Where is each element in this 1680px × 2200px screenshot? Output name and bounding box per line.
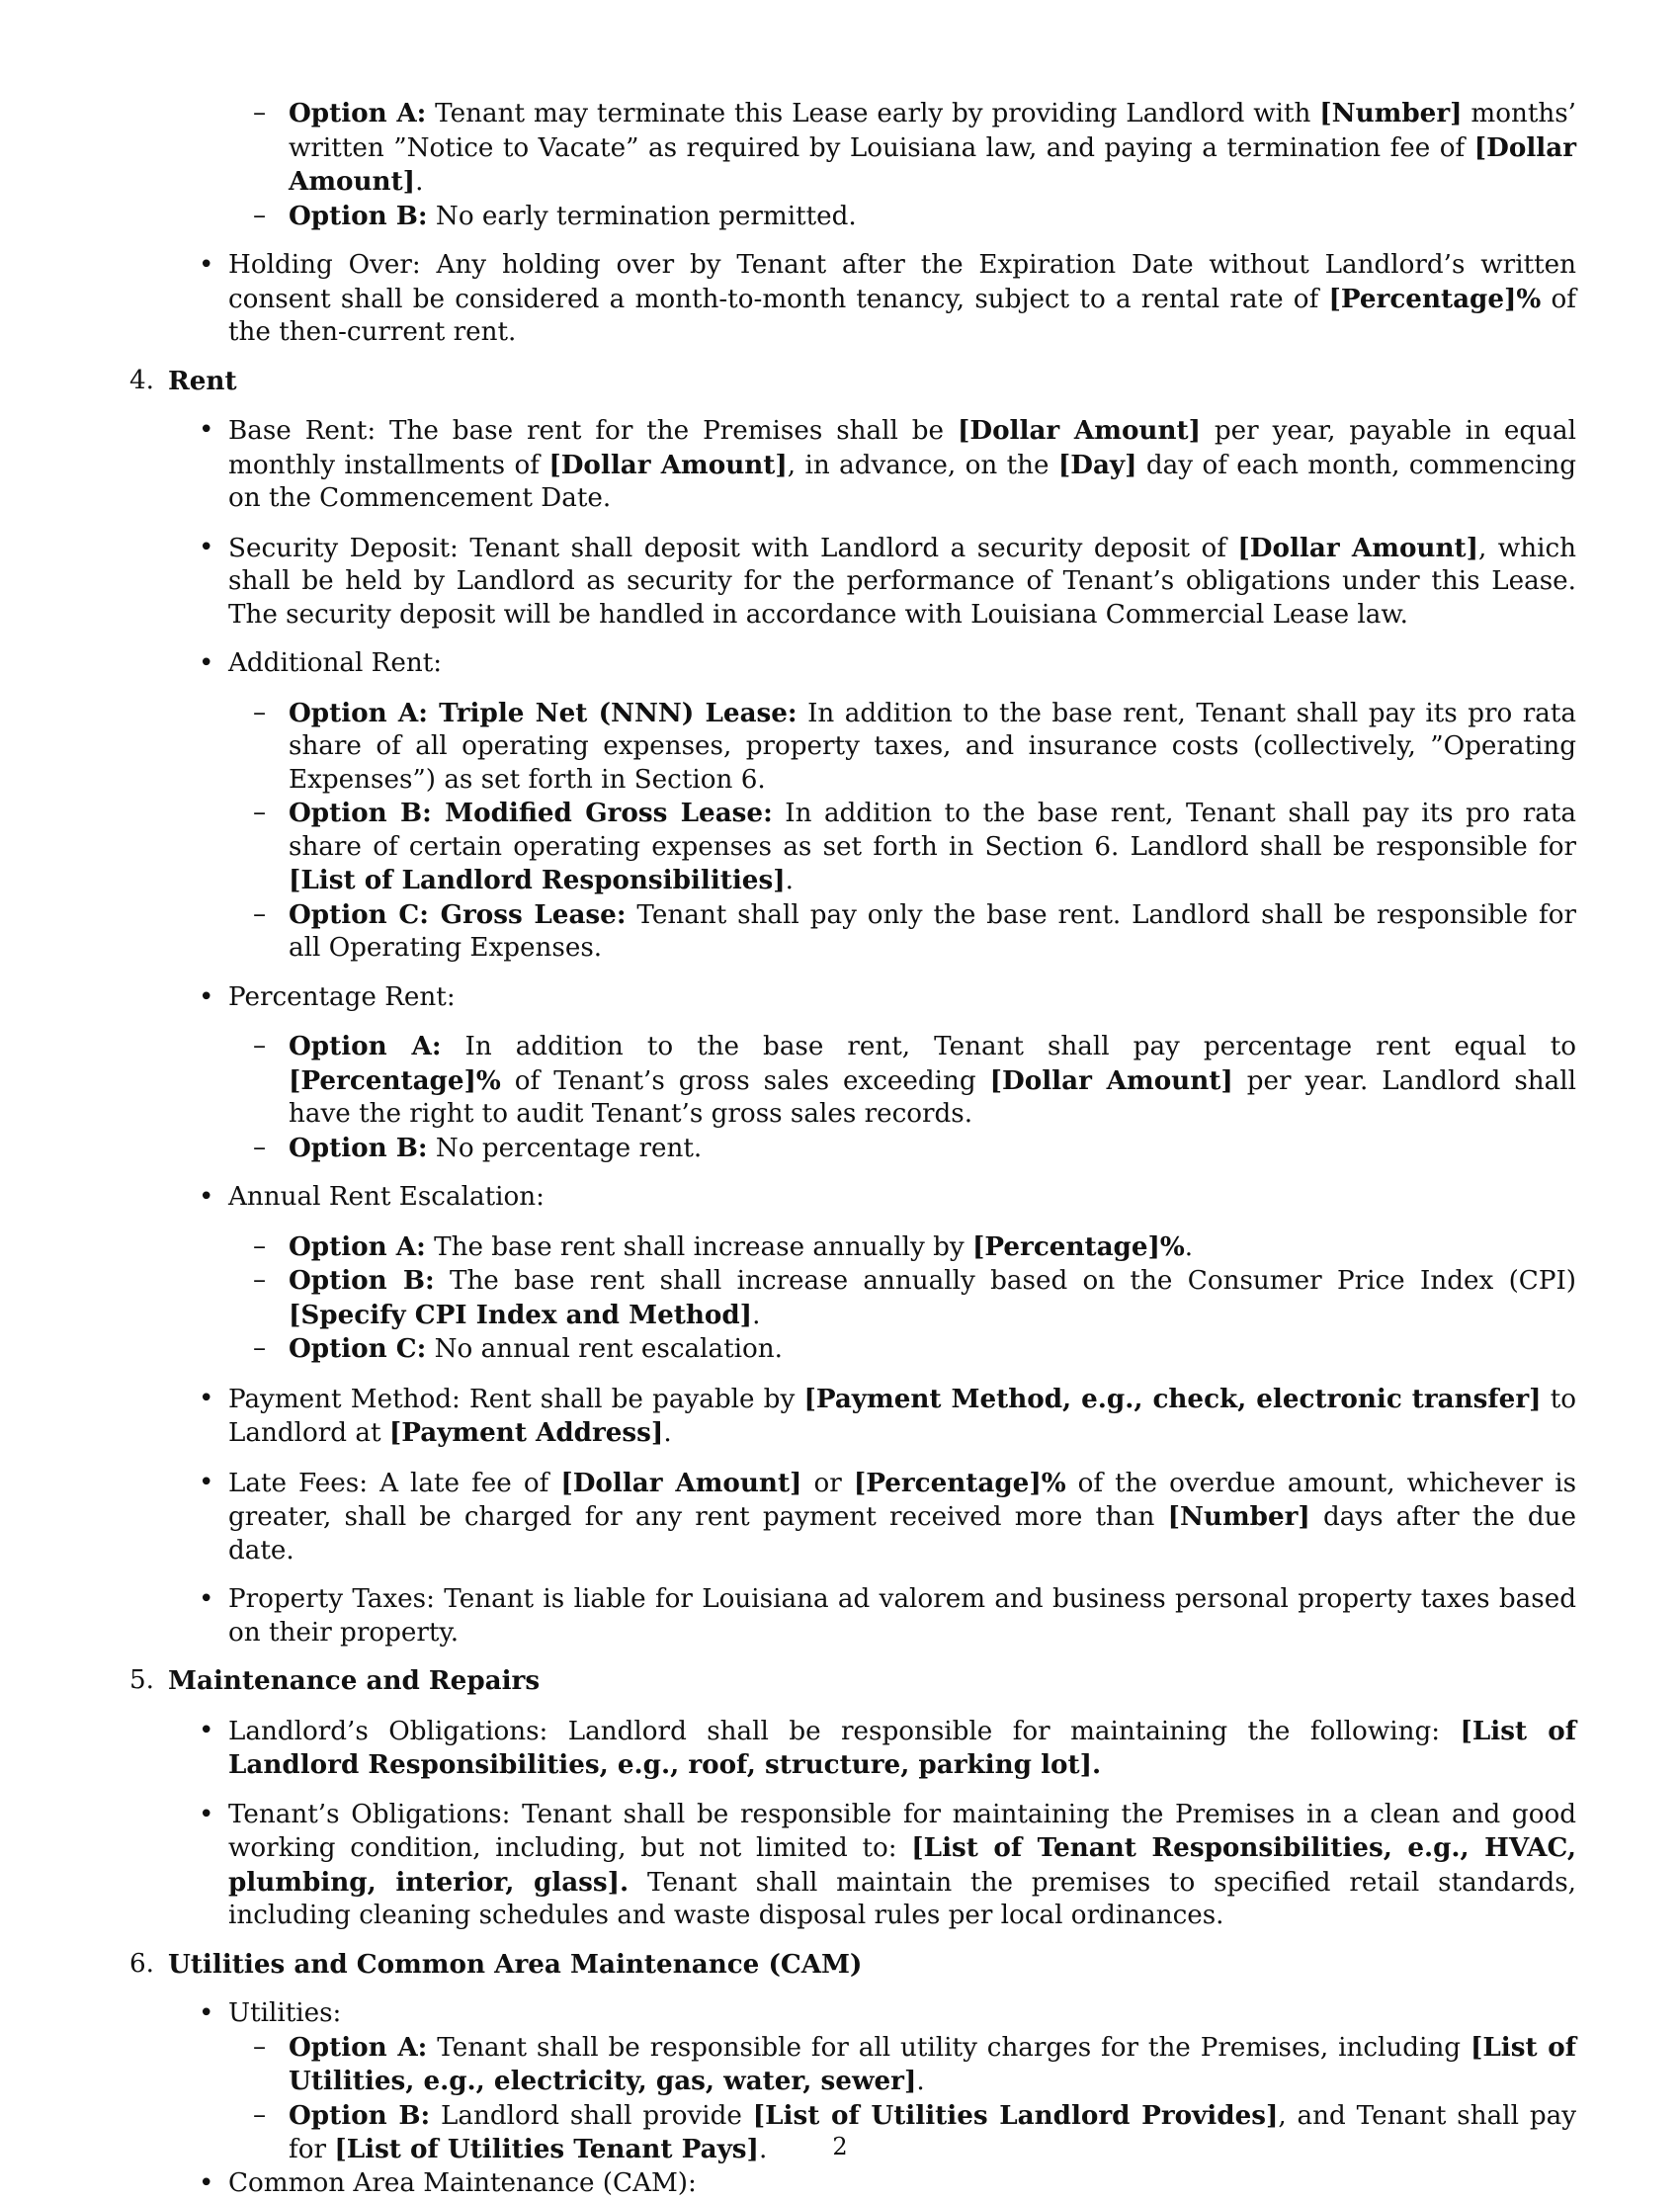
- placeholder: [Specify CPI Index and Method]: [289, 1300, 752, 1330]
- text: The base rent shall increase annually based on the Consumer Price Index (CPI): [435, 1266, 1576, 1296]
- placeholder: [Dollar Amount]: [990, 1065, 1233, 1096]
- option-label: Option B: Modified Gross Lease:: [289, 798, 773, 828]
- section-number: 6.: [129, 1948, 154, 1982]
- text: of the then-current rent.: [228, 285, 1576, 348]
- text: to Landlord at: [228, 1385, 1576, 1449]
- option-label: Option B:: [289, 1133, 428, 1163]
- text: of Tenant’s gross sales exceeding: [501, 1066, 990, 1096]
- placeholder: [List of Utilities Tenant Pays]: [334, 2134, 759, 2164]
- option-label: Option A:: [289, 1031, 441, 1061]
- text: , and Tenant shall pay for: [289, 2101, 1576, 2165]
- placeholder: [Number]: [1319, 98, 1462, 128]
- placeholder: [Dollar Amount]: [958, 415, 1201, 446]
- text: days after the due date.: [228, 1502, 1576, 1565]
- text: Landlord shall provide: [430, 2101, 753, 2131]
- tenant-obligations-item: [168, 1799, 1576, 1933]
- placeholder: [Day]: [1058, 450, 1137, 480]
- option-c-item: [228, 898, 1576, 966]
- text: Tenant may terminate this Lease early by providing Landlord with: [426, 99, 1319, 128]
- text: of the overdue amount, whichever is greater, shall be charged for any rent payment received more than: [228, 1469, 1576, 1533]
- text: per year. Landlord shall have the right to audit Tenant’s gross sales records.: [289, 1066, 1576, 1130]
- section-utilities: [124, 1948, 1576, 2200]
- option-b-item: [228, 1132, 1576, 1166]
- text: months’ written ”Notice to Vacate” as required by Louisiana law, and paying a termination fee of: [289, 99, 1576, 163]
- percentage-rent-options: [228, 1030, 1576, 1165]
- carryover-block: [124, 97, 1576, 350]
- utilities-options: [228, 2031, 1576, 2167]
- option-a-item: [228, 697, 1576, 798]
- section-title: Utilities and Common Area Maintenance (CAM): [168, 1949, 862, 1980]
- placeholder: [List of Landlord Responsibilities]: [289, 865, 786, 895]
- placeholder: [Percentage]%: [289, 1065, 501, 1096]
- item-label: Common Area Maintenance (CAM):: [228, 2168, 697, 2198]
- text: No early termination permitted.: [428, 202, 857, 231]
- placeholder: [Percentage]%: [854, 1468, 1066, 1498]
- placeholder: [Dollar Amount]: [289, 132, 1576, 198]
- property-taxes-item: [168, 1583, 1576, 1650]
- section-number: 5.: [129, 1664, 154, 1698]
- option-a-item: [228, 2031, 1576, 2099]
- text: Late Fees: A late fee of: [228, 1469, 560, 1498]
- payment-method-item: [168, 1383, 1576, 1451]
- additional-rent-item: [168, 647, 1576, 966]
- text: Tenant’s Obligations: Tenant shall be responsible for maintaining the Premises in a clean and good working condition, including, but not limited to:: [228, 1800, 1576, 1864]
- document-page-full: [124, 97, 1576, 2200]
- base-rent-item: [168, 414, 1576, 516]
- section-title: Rent: [168, 366, 237, 396]
- placeholder: [Dollar Amount]: [560, 1468, 801, 1498]
- placeholder: [Payment Address]: [389, 1417, 663, 1448]
- text: In addition to the base rent, Tenant shall pay percentage rent equal to: [441, 1032, 1576, 1061]
- text: or: [801, 1469, 853, 1498]
- section-number: 4.: [129, 365, 154, 398]
- text: .: [916, 2067, 924, 2096]
- text: , in advance, on the: [788, 451, 1058, 480]
- option-a-item: [228, 1030, 1576, 1132]
- escalation-item: [168, 1181, 1576, 1367]
- placeholder: [List of Utilities Landlord Provides]: [753, 2100, 1279, 2131]
- option-label: Option A:: [289, 1231, 426, 1262]
- option-c-item: [228, 1332, 1576, 1367]
- text: Tenant shall be responsible for all utility charges for the Premises, including: [427, 2033, 1470, 2063]
- text: Base Rent: The base rent for the Premises shall be: [228, 416, 958, 446]
- text: No percentage rent.: [428, 1134, 703, 1163]
- option-label: Option B:: [289, 1265, 435, 1296]
- placeholder: [Percentage]%: [1329, 284, 1542, 314]
- percentage-rent-item: [168, 981, 1576, 1166]
- option-b-item: [228, 797, 1576, 898]
- placeholder: [Payment Method, e.g., check, electronic transfer]: [803, 1384, 1541, 1414]
- option-label: Option A:: [289, 98, 426, 128]
- text: per year, payable in equal monthly installments of: [228, 416, 1576, 480]
- utilities-item: [168, 1997, 1576, 2167]
- text: .: [663, 1418, 671, 1448]
- page-number: 2: [0, 2133, 1680, 2160]
- text: Tenant shall maintain the premises to specified retail standards, including cleaning schedules and waste disposal rules per local ordinances.: [228, 1868, 1576, 1931]
- text: .: [415, 167, 423, 197]
- text: .: [759, 2135, 767, 2164]
- text: In addition to the base rent, Tenant shall pay its pro rata share of certain operating expenses as set forth in Section 6. Landlord shall be responsible for: [289, 799, 1576, 862]
- option-b-item: [228, 200, 1576, 234]
- option-a-item: [228, 97, 1576, 200]
- holding-over-item: [168, 249, 1576, 350]
- placeholder: [List of Tenant Responsibilities, e.g., HVAC, plumbing, interior, glass].: [228, 1832, 1576, 1898]
- item-label: Utilities:: [228, 1998, 341, 2028]
- option-label: Option A: Triple Net (NNN) Lease:: [289, 698, 798, 728]
- placeholder: [List of Utilities, e.g., electricity, gas, water, sewer]: [289, 2032, 1576, 2097]
- section-title: Maintenance and Repairs: [168, 1665, 540, 1696]
- option-label: Option B:: [289, 2100, 430, 2131]
- placeholder: [Dollar Amount]: [1237, 533, 1478, 563]
- text: Property Taxes: Tenant is liable for Louisiana ad valorem and business personal property taxes based on their property.: [228, 1584, 1576, 1648]
- additional-rent-options: [228, 697, 1576, 966]
- option-a-item: [228, 1230, 1576, 1265]
- text: Tenant shall pay only the base rent. Landlord shall be responsible for all Operating Expenses.: [289, 900, 1576, 964]
- text: No annual rent escalation.: [426, 1334, 783, 1364]
- text: Payment Method: Rent shall be payable by: [228, 1385, 803, 1414]
- escalation-options: [228, 1230, 1576, 1367]
- placeholder: [Dollar Amount]: [548, 450, 787, 480]
- placeholder: [List of Landlord Responsibilities, e.g., roof, structure, parking lot].: [228, 1716, 1576, 1781]
- security-deposit-item: [168, 532, 1576, 633]
- carryover-options: [168, 97, 1576, 233]
- placeholder: [Percentage]%: [972, 1231, 1185, 1262]
- item-label: Annual Rent Escalation:: [228, 1182, 545, 1212]
- option-label: Option C: Gross Lease:: [289, 899, 627, 930]
- text: , which shall be held by Landlord as security for the performance of Tenant’s obligations under this Lease. The security deposit will be handled in accordance with Louisiana Commercial Lease law.: [228, 534, 1576, 630]
- text: .: [1185, 1232, 1193, 1262]
- section-maintenance: [124, 1664, 1576, 1933]
- cam-item: [168, 2167, 1576, 2200]
- text: Landlord’s Obligations: Landlord shall be responsible for maintaining the following:: [228, 1717, 1460, 1746]
- late-fees-item: [168, 1467, 1576, 1568]
- text: .: [752, 1301, 760, 1330]
- text: In addition to the base rent, Tenant shall pay its pro rata share of all operating expenses, property taxes, and insurance costs (collectively, ”Operating Expenses”) as set forth in Section 6.: [289, 699, 1576, 795]
- text: The base rent shall increase annually by: [426, 1232, 972, 1262]
- option-b-item: [228, 1264, 1576, 1332]
- option-label: Option B:: [289, 201, 428, 231]
- item-label: Additional Rent:: [228, 648, 442, 678]
- text: day of each month, commencing on the Commencement Date.: [228, 451, 1576, 514]
- text: Holding Over: Any holding over by Tenant after the Expiration Date without Landlord’s written consent shall be considered a month-to-month tenancy, subject to a rental rate of: [228, 250, 1576, 314]
- option-label: Option A:: [289, 2032, 427, 2063]
- placeholder: [Number]: [1168, 1501, 1310, 1532]
- option-b-item: [228, 2099, 1576, 2167]
- text: Security Deposit: Tenant shall deposit with Landlord a security deposit of: [228, 534, 1237, 563]
- text: .: [786, 866, 794, 895]
- option-label: Option C:: [289, 1333, 426, 1364]
- landlord-obligations-item: [168, 1715, 1576, 1783]
- section-rent: [124, 365, 1576, 1650]
- item-label: Percentage Rent:: [228, 982, 456, 1012]
